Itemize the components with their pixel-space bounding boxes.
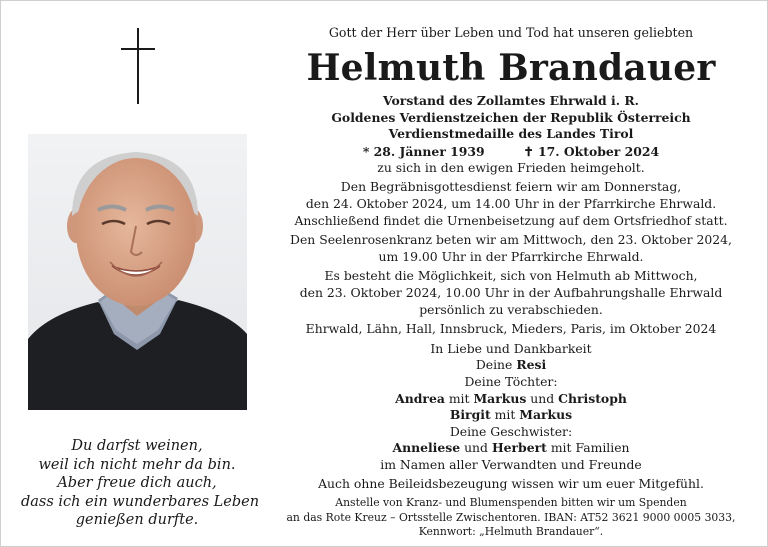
- donation-line: an das Rote Kreuz – Ortsstelle Zwischentoren. IBAN: AT52 3621 9000 0005 3033,: [286, 510, 736, 524]
- deceased-name: Helmuth Brandauer: [306, 47, 716, 89]
- donation-line: Kennwort: „Helmuth Brandauer“.: [418, 525, 604, 539]
- death-date: ✝ 17. Oktober 2024: [523, 143, 660, 159]
- poem-line: Du darfst weinen,: [71, 438, 203, 454]
- relatives-line: im Namen aller Verwandten und Freunde: [380, 456, 642, 472]
- intro-line: Gott der Herr über Leben und Tod hat unseren geliebten: [328, 25, 694, 40]
- farewell-line: persönlich zu verabschieden.: [419, 301, 603, 317]
- notice-text: [271, 24, 751, 540]
- daughter-line: Birgit mit Markus: [449, 407, 573, 423]
- poem-line: dass ich ein wunderbares Leben: [21, 493, 260, 510]
- poem-line: Aber freue dich auch,: [57, 475, 217, 492]
- poem: [21, 437, 260, 530]
- poem-line: genießen durfte.: [75, 512, 199, 529]
- funeral-line: Den Begräbnisgottesdienst feiern wir am Donnerstag,: [340, 179, 682, 195]
- wife-name: Resi: [516, 357, 547, 373]
- daughter-line: Andrea mit Markus und Christoph: [395, 390, 627, 406]
- wife-line: Deine Resi: [475, 357, 547, 373]
- daughters-label: Deine Töchter:: [464, 373, 558, 389]
- thanks-line: Auch ohne Beileidsbezeugung wissen wir um euer Mitgefühl.: [318, 476, 704, 492]
- life-dates: [271, 143, 751, 160]
- love-line: In Liebe und Dankbarkeit: [430, 340, 592, 356]
- poem-line: weil ich nicht mehr da bin.: [38, 456, 236, 473]
- funeral-line: Anschließend findet die Urnenbeisetzung auf dem Ortsfriedhof statt.: [294, 212, 728, 228]
- peace-line: zu sich in den ewigen Frieden heimgeholt.: [377, 159, 645, 175]
- title-line: Verdienstmedaille des Landes Tirol: [388, 126, 634, 142]
- birth-date: * 28. Jänner 1939: [362, 143, 485, 159]
- funeral-line: den 24. Oktober 2024, um 14.00 Uhr in der Pfarrkirche Ehrwald.: [305, 195, 717, 211]
- title-line: Goldenes Verdienstzeichen der Republik Österreich: [331, 109, 691, 125]
- rosary-line: Den Seelenrosenkranz beten wir am Mittwoch, den 23. Oktober 2024,: [290, 232, 732, 248]
- farewell-line: Es besteht die Möglichkeit, sich von Helmuth ab Mittwoch,: [324, 268, 698, 284]
- farewell-line: den 23. Oktober 2024, 10.00 Uhr in der Aufbahrungshalle Ehrwald: [299, 284, 723, 300]
- cross-icon: [121, 28, 155, 104]
- siblings-label: Deine Geschwister:: [449, 423, 573, 439]
- siblings-line: Anneliese und Herbert mit Familien: [392, 440, 630, 456]
- donation-line: Anstelle von Kranz- und Blumenspenden bitten wir um Spenden: [335, 496, 687, 510]
- rosary-line: um 19.00 Uhr in der Pfarrkirche Ehrwald.: [378, 248, 644, 264]
- title-line: Vorstand des Zollamtes Ehrwald i. R.: [383, 93, 639, 108]
- places-line: Ehrwald, Lähn, Hall, Innsbruck, Mieders, Paris, im Oktober 2024: [305, 321, 717, 337]
- portrait-photo: [28, 134, 247, 410]
